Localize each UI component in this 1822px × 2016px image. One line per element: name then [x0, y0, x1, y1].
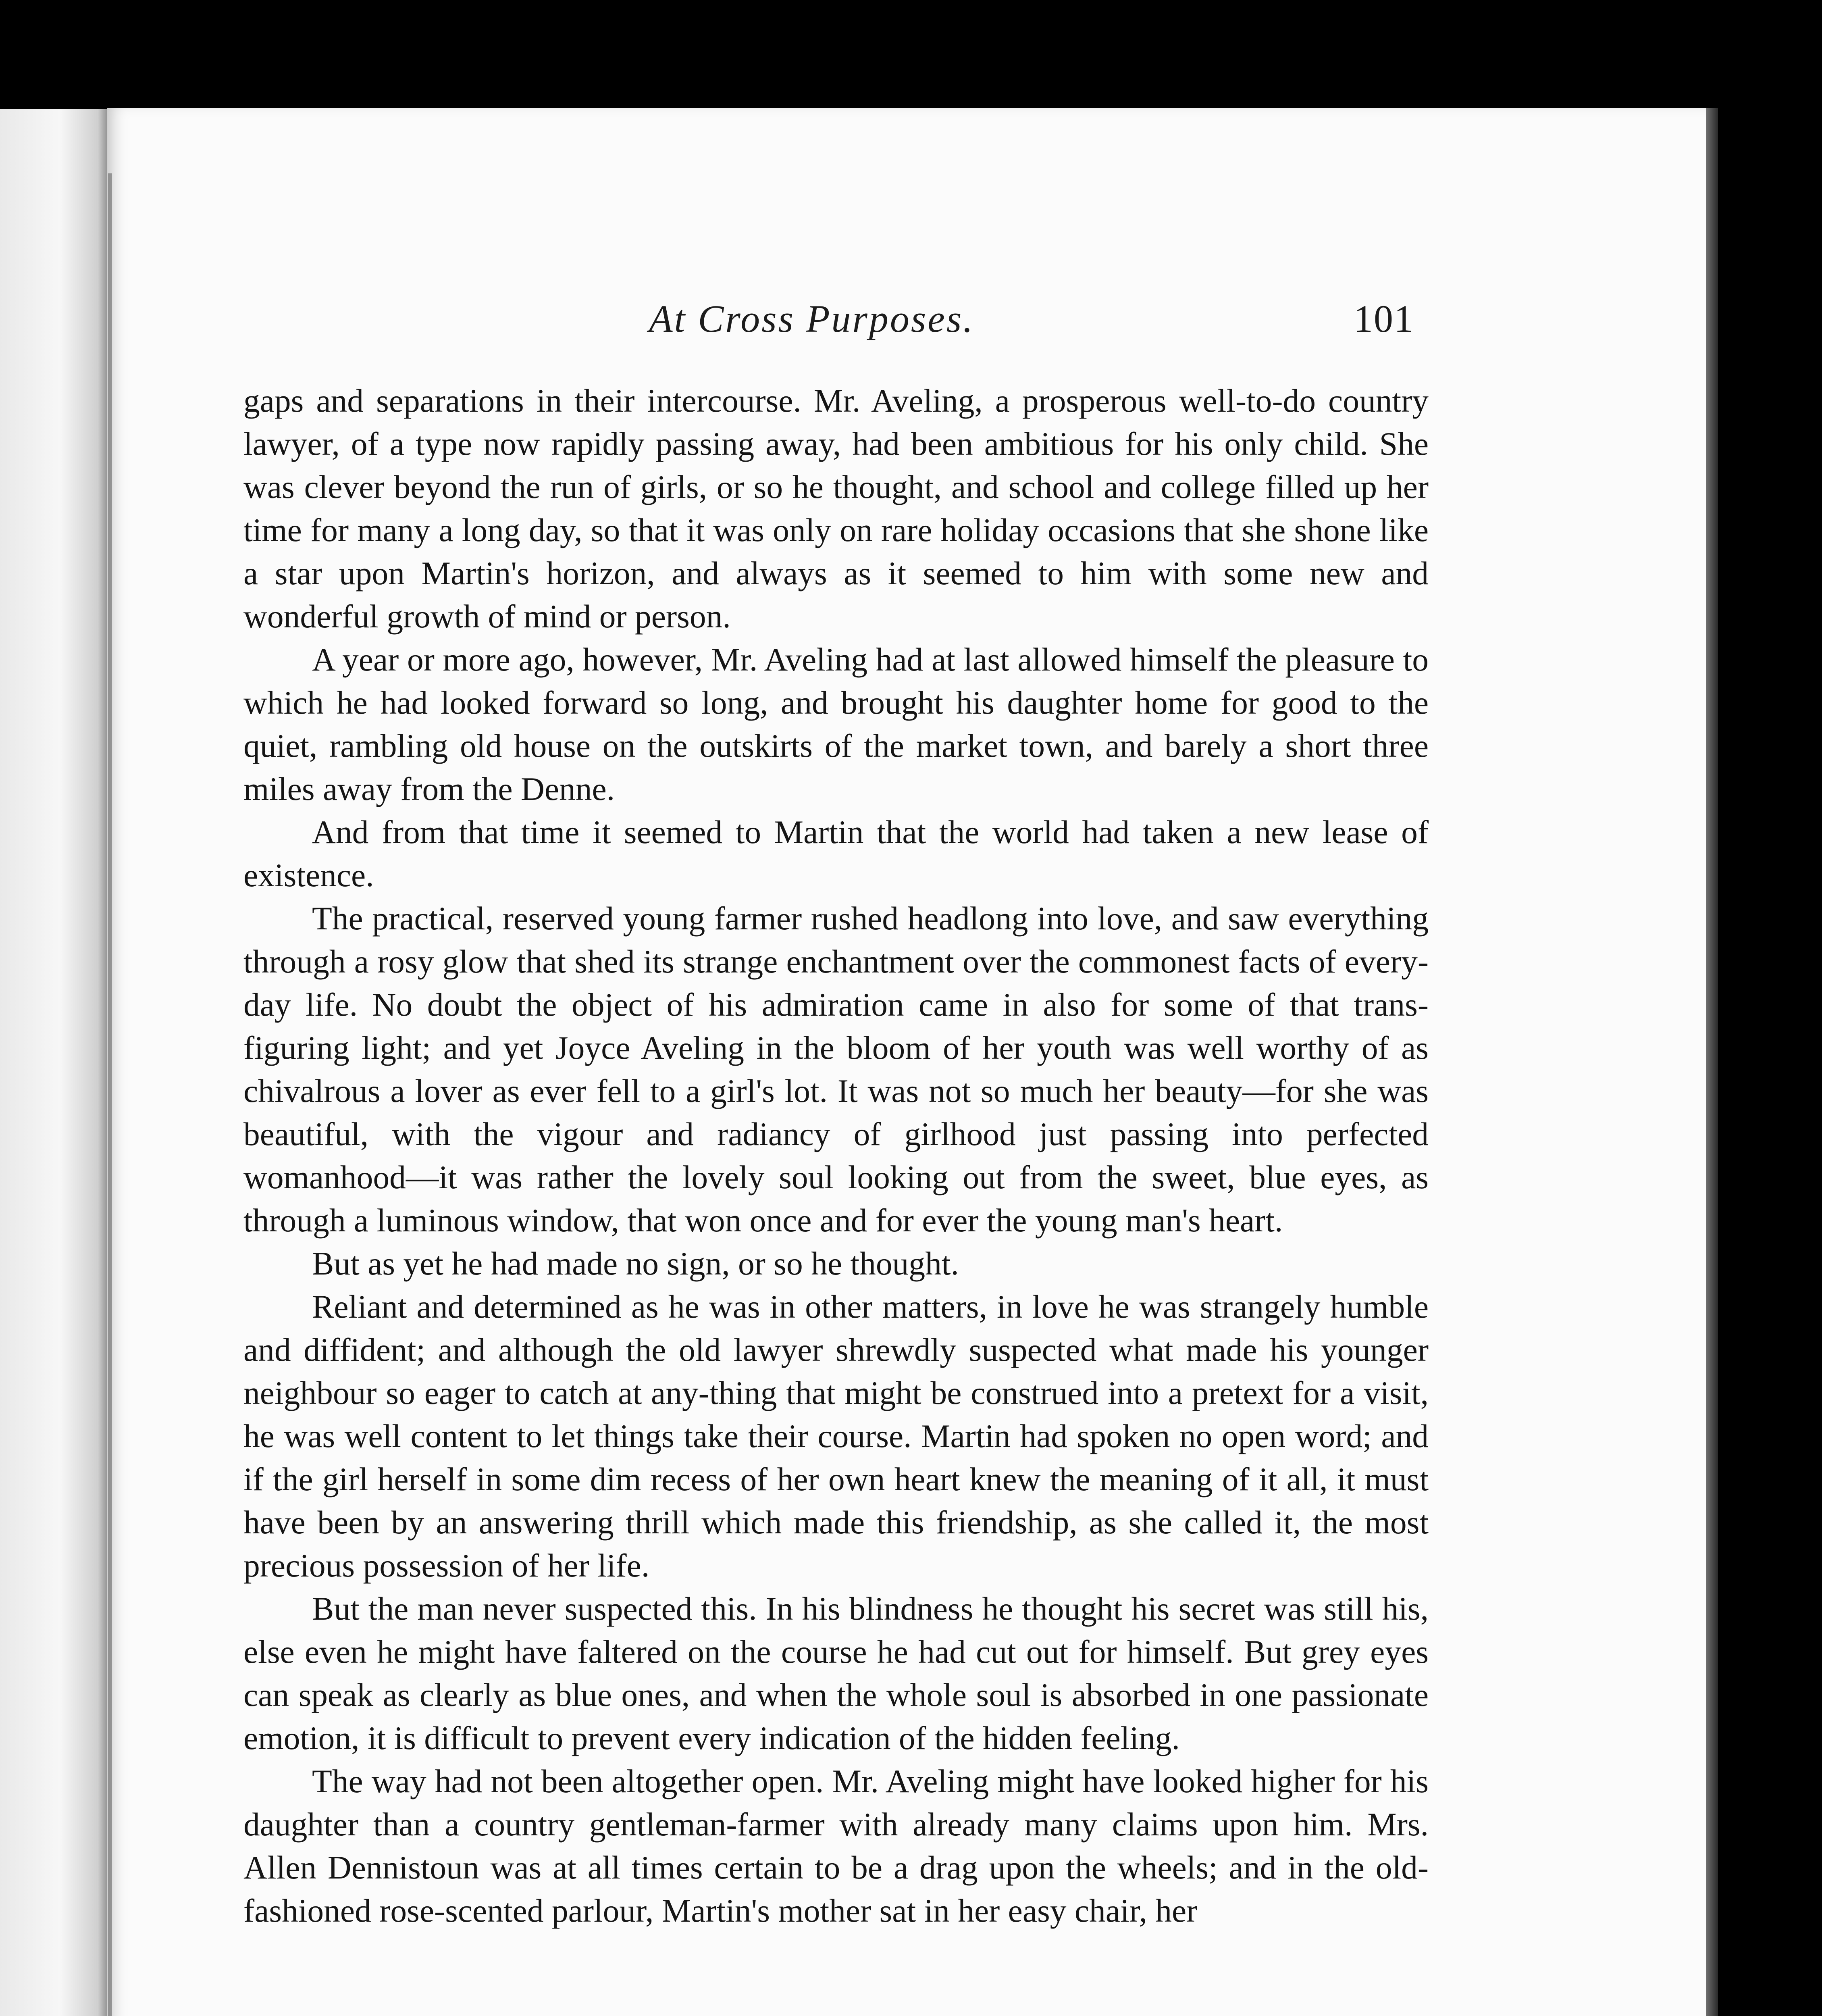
paragraph-7: But the man never suspected this. In his blindness he thought his secret was still his, else even he might have faltered on the course he had cut out for himself. But grey eyes can speak as clearly as blue ones, and when the whole soul is absorbed in one passionate emotion, it is difficult to prevent every indication of the hidden feeling.: [243, 1590, 1429, 1756]
body-text: [243, 379, 1429, 1932]
paragraph-4: The practical, reserved young farmer rushed headlong into love, and saw everything through a rosy glow that shed its strange enchantment over the commonest facts of every-day life. No doubt the object of his admiration came in also for some of that trans-figuring light; and yet Joyce Aveling in the bloom of her youth was well worthy of as chivalrous a lover as ever fell to a girl's lot. It was not so much her beauty—for she was beautiful, with the vigour and radiancy of girlhood just passing into perfected womanhood—it was rather the lovely soul looking out from the sweet, blue eyes, as through a luminous window, that won once and for ever the young man's heart.: [243, 900, 1429, 1239]
paragraph-3: And from that time it seemed to Martin that the world had taken a new lease of existence.: [243, 814, 1429, 893]
paragraph-6: Reliant and determined as he was in other matters, in love he was strangely humble and diffident; and although the old lawyer shrewdly suspected what made his younger neighbour so eager to catch at any-thing that might be construed into a pretext for a visit, he was well content to let things take their course. Martin had spoken no open word; and if the girl herself in some dim recess of her own heart knew the meaning of it all, it must have been by an answering thrill which made this friendship, as she called it, the most precious possession of her life.: [243, 1288, 1429, 1584]
paragraph-5: But as yet he had made no sign, or so he thought.: [312, 1245, 959, 1282]
paragraph-8: The way had not been altogether open. Mr. Aveling might have looked higher for his daughter than a country gentleman-farmer with already many claims upon him. Mrs. Allen Dennistoun was at all times certain to be a drag upon the wheels; and in the old-fashioned rose-scented parlour, Martin's mother sat in her easy chair, her: [243, 1763, 1429, 1929]
paragraph-1: gaps and separations in their intercourse. Mr. Aveling, a prosperous well-to-do country lawyer, of a type now rapidly passing away, had been ambitious for his only child. She was clever beyond the run of girls, or so he thought, and school and college filled up her time for many a long day, so that it was only on rare holiday occasions that she shone like a star upon Martin's horizon, and always as it seemed to him with some new and wonderful growth of mind or person.: [243, 382, 1429, 635]
facing-page-edge: [0, 109, 109, 2016]
running-head: At Cross Purposes.: [649, 297, 975, 340]
paragraph-2: A year or more ago, however, Mr. Aveling had at last allowed himself the pleasure to which he had looked forward so long, and brought his daughter home for good to the quiet, rambling old house on the outskirts of the market town, and barely a short three miles away from the Denne.: [243, 641, 1429, 807]
page-gutter-shadow: [108, 173, 112, 2016]
page-right-edge: [1706, 108, 1718, 2016]
page-number: 101: [1354, 297, 1414, 340]
